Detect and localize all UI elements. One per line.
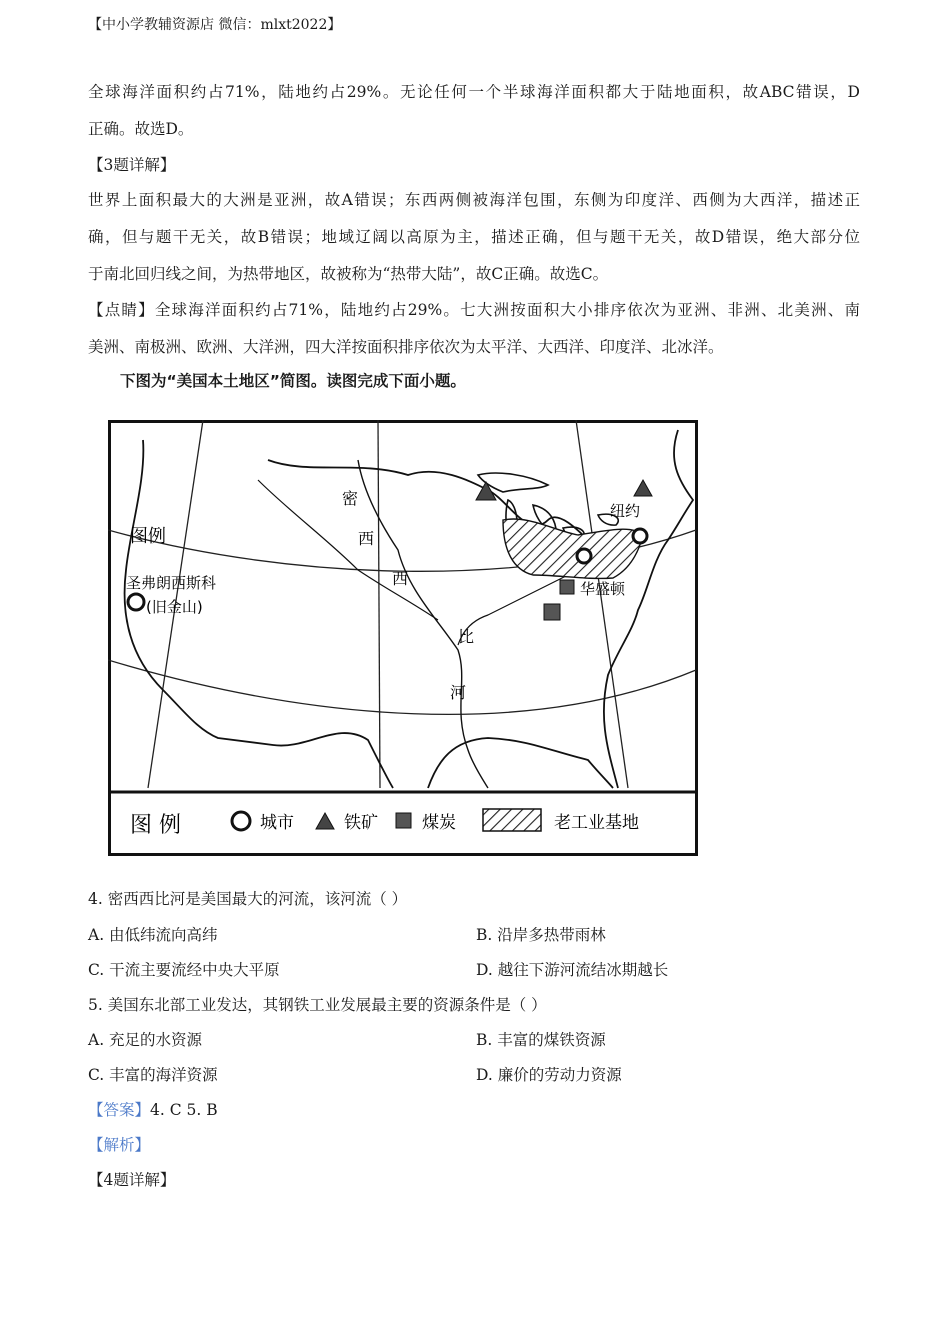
city-dc-label: 华盛顿 <box>580 580 626 598</box>
tip-line2: 美洲、南极洲、欧洲、大洋洲，四大洋按面积排序依次为太平洋、大西洋、印度洋、北冰洋。 <box>88 338 724 356</box>
legend-base-label: 老工业基地 <box>554 813 639 833</box>
q4-stem: 4. 密西西比河是美国最大的河流，该河流（ ） <box>88 890 408 908</box>
river-char-1: 密 <box>342 489 359 508</box>
q3-line3: 于南北回归线之间，为热带地区，故被称为“热带大陆”，故C正确。故选C。 <box>88 265 609 283</box>
q4-option-c: C. 干流主要流经中央大平原 <box>88 961 280 979</box>
city-sf-label: 圣弗朗西斯科 <box>126 574 217 592</box>
q5-option-a: A. 充足的水资源 <box>88 1031 203 1049</box>
city-ny-label: 纽约 <box>610 502 641 520</box>
river-char-2: 西 <box>358 529 375 548</box>
river-char-3: 西 <box>392 569 409 588</box>
usa-map <box>108 420 698 856</box>
q5-option-d: D. 廉价的劳动力资源 <box>476 1066 622 1084</box>
q3-title: 【3题详解】 <box>88 156 176 174</box>
analysis-label: 【解析】 <box>88 1136 151 1154</box>
legend-city-icon <box>232 812 250 830</box>
legend-iron-label: 铁矿 <box>344 813 378 833</box>
coal-marker-2 <box>544 604 560 620</box>
q5-option-c: C. 丰富的海洋资源 <box>88 1066 218 1084</box>
legend-city-label: 城市 <box>260 813 294 833</box>
inset-legend-label: 图例 <box>130 526 166 547</box>
answer-text: 4. C 5. B <box>150 1101 218 1119</box>
city-sf-marker <box>128 594 144 610</box>
q4-option-d: D. 越往下游河流结冰期越长 <box>476 961 669 979</box>
answer-line <box>88 1100 218 1120</box>
q5-option-b: B. 丰富的煤铁资源 <box>476 1031 606 1049</box>
map-frame <box>110 422 697 855</box>
answer-label: 【答案】 <box>88 1101 151 1119</box>
intro-text: 下图为“美国本土地区”简图。读图完成下面小题。 <box>120 372 466 390</box>
legend-title: 图 例 <box>130 813 181 838</box>
q5-stem: 5. 美国东北部工业发达，其钢铁工业发展最主要的资源条件是（ ） <box>88 996 547 1014</box>
city-ny-marker <box>633 529 647 543</box>
q4-detail-title: 【4题详解】 <box>88 1171 176 1189</box>
city-dc-marker <box>577 549 591 563</box>
tip-line1: 【点睛】全球海洋面积约占71%，陆地约占29%。七大洲按面积大小排序依次为亚洲、非洲、北美洲、南 <box>88 301 860 319</box>
q4-option-b: B. 沿岸多热带雨林 <box>476 926 606 944</box>
legend-coal-icon <box>396 813 411 828</box>
river-char-5: 河 <box>450 683 467 702</box>
legend-base-icon <box>483 809 541 831</box>
city-sf-alt-label: (旧金山) <box>146 598 203 616</box>
legend-coal-label: 煤炭 <box>422 813 456 833</box>
header-source: 【中小学教辅资源店 微信：mlxt2022】 <box>88 17 342 33</box>
coal-marker-1 <box>560 580 574 594</box>
q3-line2: 确，但与题干无关，故B错误；地域辽阔以高原为主，描述正确，但与题干无关，故D错误，绝大部分位 <box>88 228 860 246</box>
q4-option-a: A. 由低纬流向高纬 <box>88 926 218 944</box>
river-char-4: 比 <box>458 627 475 646</box>
para1-line1: 全球海洋面积约占71%，陆地约占29%。无论任何一个半球海洋面积都大于陆地面积，故ABC错误，D <box>88 83 860 101</box>
q3-line1: 世界上面积最大的大洲是亚洲，故A错误；东西两侧被海洋包围，东侧为印度洋、西侧为大西洋，描述正 <box>88 191 860 209</box>
para1-line2: 正确。故选D。 <box>88 120 194 138</box>
